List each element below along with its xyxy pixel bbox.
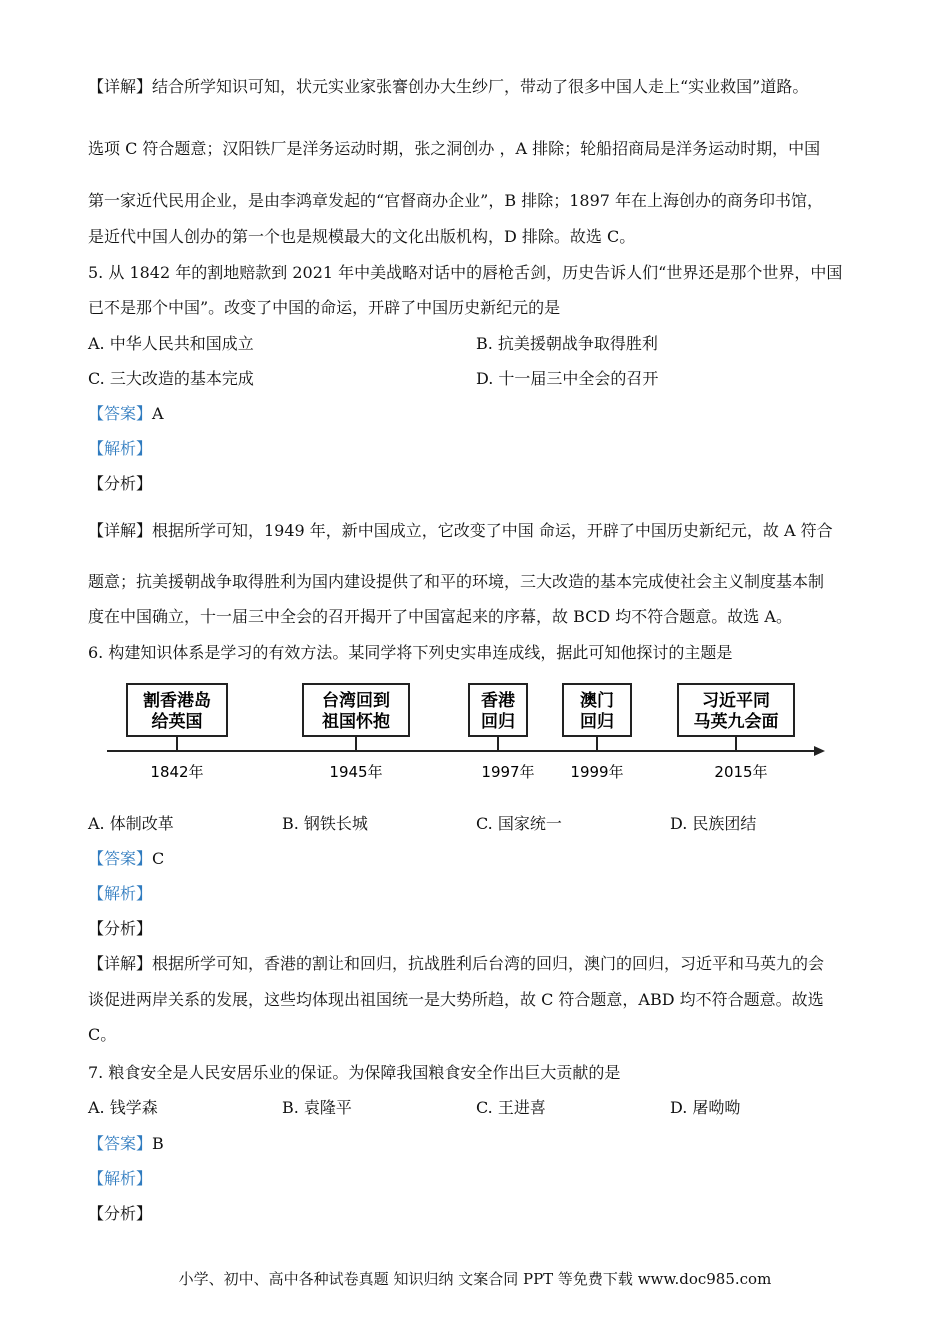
q6-stem: 6. 构建知识体系是学习的有效方法。某同学将下列史实串连成线，据此可知他探讨的主题是 <box>88 643 733 662</box>
event-year: 1997年 <box>481 763 535 781</box>
q5-detail-line-2: 题意；抗美援朝战争取得胜利为国内建设提供了和平的环境，三大改造的基本完成使社会主义制度基本制 <box>88 572 825 591</box>
event-label-1: 澳门 <box>580 691 614 711</box>
event-label-1: 香港 <box>481 691 515 711</box>
q5-option-b: B. 抗美援朝战争取得胜利 <box>476 334 658 353</box>
q7-fenxi-label: 【分析】 <box>88 1204 153 1223</box>
event-label-2: 回归 <box>580 712 614 732</box>
q7-analysis-label: 【解析】 <box>88 1169 153 1188</box>
q5-option-d: D. 十一届三中全会的召开 <box>476 369 659 388</box>
q6-answer-label: 【答案】 <box>88 849 153 868</box>
q7-option-c: C. 王进喜 <box>476 1098 546 1117</box>
timeline-event-2015 <box>678 684 794 781</box>
event-label-1: 习近平同 <box>702 691 770 711</box>
q7-stem: 7. 粮食安全是人民安居乐业的保证。为保障我国粮食安全作出巨大贡献的是 <box>88 1063 621 1082</box>
q4-detail-line-4: 是近代中国人创办的第一个也是规模最大的文化出版机构，D 排除。故选 C。 <box>88 227 636 246</box>
q7-option-b: B. 袁隆平 <box>282 1098 352 1117</box>
timeline-event-1997 <box>469 684 535 781</box>
event-year: 1945年 <box>329 763 383 781</box>
q7-answer-value: B <box>152 1134 164 1153</box>
q5-fenxi-label: 【分析】 <box>88 474 153 493</box>
q5-detail-line-3: 度在中国确立，十一届三中全会的召开揭开了中国富起来的序幕，故 BCD 均不符合题意。故选 A。 <box>88 607 792 626</box>
timeline-arrowhead <box>814 746 825 756</box>
q5-option-c: C. 三大改造的基本完成 <box>88 369 254 388</box>
q6-answer-value: C <box>152 849 165 868</box>
q5-answer-label: 【答案】 <box>88 404 153 423</box>
q5-detail-line-1: 【详解】根据所学可知，1949 年，新中国成立，它改变了中国 命运，开辟了中国历史新纪元，故 A 符合 <box>88 521 833 540</box>
q6-answer <box>88 848 164 870</box>
event-label-2: 回归 <box>481 712 515 732</box>
page-footer: 小学、初中、高中各种试卷真题 知识归纳 文案合同 PPT 等免费下载 www.doc985.com <box>178 1270 772 1288</box>
q7-option-a: A. 钱学森 <box>88 1098 158 1117</box>
q6-option-d: D. 民族团结 <box>670 814 757 833</box>
event-year: 1842年 <box>150 763 204 781</box>
q6-analysis-label: 【解析】 <box>88 884 153 903</box>
event-year: 2015年 <box>714 763 768 781</box>
event-label-2: 给英国 <box>151 712 203 732</box>
q5-stem-line-1: 5. 从 1842 年的割地赔款到 2021 年中美战略对话中的唇枪舌剑，历史告诉人们“世界还是那个世界，中国 <box>88 263 843 282</box>
q4-detail-line-1: 【详解】结合所学知识可知，状元实业家张謇创办大生纱厂，带动了很多中国人走上“实业救国”道路。 <box>88 77 809 96</box>
timeline-event-1842 <box>127 684 227 781</box>
q5-answer-value: A <box>152 404 164 423</box>
q6-option-a: A. 体制改革 <box>88 814 174 833</box>
event-label-1: 割香港岛 <box>143 691 211 711</box>
q4-detail-line-2: 选项 C 符合题意；汉阳铁厂是洋务运动时期，张之洞创办 ，A 排除；轮船招商局是洋务运动时期，中国 <box>88 139 821 158</box>
q7-answer <box>88 1133 164 1155</box>
q5-stem-line-2: 已不是那个中国”。改变了中国的命运，开辟了中国历史新纪元的是 <box>88 298 561 317</box>
q5-analysis-label: 【解析】 <box>88 439 153 458</box>
q7-answer-label: 【答案】 <box>88 1134 153 1153</box>
q6-detail-line-1: 【详解】根据所学可知，香港的割让和回归，抗战胜利后台湾的回归，澳门的回归，习近平和马英九的会 <box>88 954 825 973</box>
q5-answer <box>88 403 164 425</box>
q6-option-c: C. 国家统一 <box>476 814 562 833</box>
q6-detail-line-3: C。 <box>88 1025 117 1044</box>
q7-option-d: D. 屠呦呦 <box>670 1098 741 1117</box>
event-label-1: 台湾回到 <box>322 691 390 711</box>
event-year: 1999年 <box>570 763 624 781</box>
q6-detail-line-2: 谈促进两岸关系的发展，这些均体现出祖国统一是大势所趋，故 C 符合题意，ABD 均不符合题意。故选 <box>88 990 824 1009</box>
event-label-2: 祖国怀抱 <box>322 712 390 732</box>
q5-option-a: A. 中华人民共和国成立 <box>88 334 254 353</box>
event-label-2: 马英九会面 <box>693 712 779 732</box>
q6-timeline <box>105 680 825 790</box>
q4-detail-line-3: 第一家近代民用企业，是由李鸿章发起的“官督商办企业”，B 排除；1897 年在上海创办的商务印书馆， <box>88 191 824 210</box>
q6-fenxi-label: 【分析】 <box>88 919 153 938</box>
q6-option-b: B. 钢铁长城 <box>282 814 368 833</box>
timeline-event-1945 <box>303 684 409 781</box>
timeline-event-1999 <box>563 684 631 781</box>
